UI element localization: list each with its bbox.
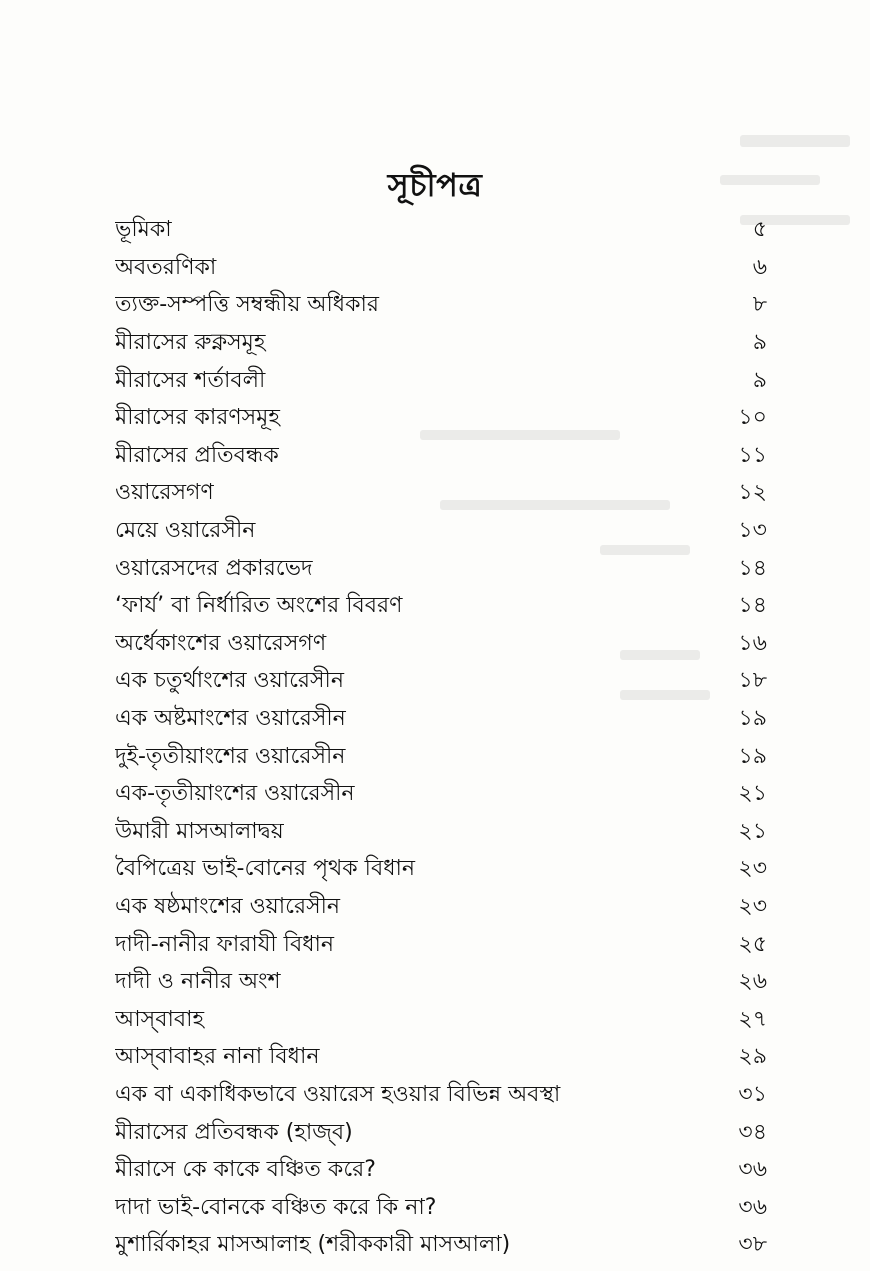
toc-entry-title: আস্‌বাবাহর নানা বিধান xyxy=(115,1044,320,1070)
toc-entry xyxy=(115,475,775,513)
toc-entry-title: অর্ধেকাংশের ওয়ারেসগণ xyxy=(115,630,327,656)
toc-entry xyxy=(115,1114,775,1152)
toc-entry-title: উমারী মাসআলাদ্বয় xyxy=(115,818,284,844)
bleed-through-mark xyxy=(740,135,850,147)
toc-entry xyxy=(115,550,775,588)
toc-entry xyxy=(115,964,775,1002)
toc-entry xyxy=(115,1152,775,1190)
toc-entry-page-number: ২৯ xyxy=(738,1044,767,1070)
toc-entry-title: ‘ফার্য’ বা নির্ধারিত অংশের বিবরণ xyxy=(115,593,403,619)
toc-entry-page-number: ৩৬ xyxy=(738,1194,767,1220)
toc-entry-page-number: ২৭ xyxy=(738,1006,767,1032)
toc-entry xyxy=(115,212,775,250)
toc-entry-title: দুই-তৃতীয়াংশের ওয়ারেসীন xyxy=(115,743,346,769)
toc-entry-page-number: ৫ xyxy=(752,217,767,243)
toc-entry-page-number: ৯ xyxy=(752,367,767,393)
toc-entry xyxy=(115,889,775,927)
toc-entry-title: ভূমিকা xyxy=(115,217,172,243)
toc-entry-page-number: ১৯ xyxy=(738,706,767,732)
toc-entry-title: এক চতুর্থাংশের ওয়ারেসীন xyxy=(115,668,344,694)
toc-entry xyxy=(115,701,775,739)
toc-entry xyxy=(115,1001,775,1039)
toc-entry xyxy=(115,362,775,400)
toc-entry-page-number: ১৪ xyxy=(738,593,767,619)
toc-entry-title: দাদা ভাই-বোনকে বঞ্চিত করে কি না? xyxy=(115,1194,437,1220)
toc-entry-title: দাদী ও নানীর অংশ xyxy=(115,969,281,995)
toc-entry-title: মেয়ে ওয়ারেসীন xyxy=(115,518,256,544)
toc-entry-page-number: ২৩ xyxy=(738,893,767,919)
toc-entry xyxy=(115,513,775,551)
toc-entry xyxy=(115,663,775,701)
toc-entry-title: অবতরণিকা xyxy=(115,254,217,280)
toc-entry-title: মুশার্রিকাহর মাসআলাহ (শরীককারী মাসআলা) xyxy=(115,1232,511,1258)
toc-entry xyxy=(115,1039,775,1077)
toc-entry-title: ত্যক্ত-সম্পত্তি সম্বন্ধীয় অধিকার xyxy=(115,292,379,318)
toc-entry-title: এক-তৃতীয়াংশের ওয়ারেসীন xyxy=(115,781,355,807)
toc-entry xyxy=(115,738,775,776)
toc-entry-title: বৈপিত্রেয় ভাই-বোনের পৃথক বিধান xyxy=(115,856,416,882)
toc-entry-page-number: ২১ xyxy=(738,818,767,844)
toc-entry-title: মীরাসে কে কাকে বঞ্চিত করে? xyxy=(115,1157,376,1183)
toc-entry xyxy=(115,588,775,626)
toc-entry-page-number: ৩৮ xyxy=(738,1232,767,1258)
toc-entry-page-number: ৩১ xyxy=(738,1081,767,1107)
toc-entry-page-number: ৯ xyxy=(752,330,767,356)
toc-entry-page-number: ১০ xyxy=(738,405,767,431)
toc-entry-title: মীরাসের শর্তাবলী xyxy=(115,367,266,393)
toc-entry-title: মীরাসের কারণসমূহ xyxy=(115,405,280,431)
toc-entry-title: মীরাসের প্রতিবন্ধক xyxy=(115,442,279,468)
toc-entry-page-number: ১৩ xyxy=(738,518,767,544)
toc-entry xyxy=(115,1077,775,1115)
toc-entry xyxy=(115,776,775,814)
toc-entry-page-number: ১১ xyxy=(738,442,767,468)
toc-entry-title: মীরাসের প্রতিবন্ধক (হাজ্‌ব) xyxy=(115,1119,353,1145)
toc-entry-page-number: ২৫ xyxy=(738,931,767,957)
toc-entry-title: আস্‌বাবাহ xyxy=(115,1006,205,1032)
toc-entry-page-number: ১৬ xyxy=(738,630,767,656)
toc-entry xyxy=(115,250,775,288)
toc-entry xyxy=(115,851,775,889)
toc-entry-title: এক বা একাধিকভাবে ওয়ারেস হওয়ার বিভিন্ন অবস্থা xyxy=(115,1081,561,1107)
toc-entry-page-number: ১৮ xyxy=(738,668,767,694)
toc-entry xyxy=(115,814,775,852)
toc-entry-title: এক ষষ্ঠমাংশের ওয়ারেসীন xyxy=(115,893,341,919)
toc-entry-page-number: ২১ xyxy=(738,781,767,807)
toc-entry-page-number: ২৩ xyxy=(738,856,767,882)
table-of-contents xyxy=(115,212,775,1265)
toc-entry-page-number: ৩৪ xyxy=(738,1119,767,1145)
toc-entry-title: ওয়ারেসদের প্রকারভেদ xyxy=(115,555,313,581)
toc-entry-page-number: ৬ xyxy=(752,254,767,280)
toc-entry xyxy=(115,400,775,438)
toc-entry xyxy=(115,325,775,363)
toc-entry-title: ওয়ারেসগণ xyxy=(115,480,214,506)
toc-entry xyxy=(115,438,775,476)
toc-entry xyxy=(115,626,775,664)
toc-entry-title: মীরাসের রুক্নসমূহ xyxy=(115,330,266,356)
toc-entry-title: দাদী-নানীর ফারাযী বিধান xyxy=(115,931,335,957)
page-title: সূচীপত্র xyxy=(387,166,483,204)
toc-entry xyxy=(115,1227,775,1265)
toc-entry xyxy=(115,1189,775,1227)
toc-entry-page-number: ১৪ xyxy=(738,555,767,581)
toc-entry xyxy=(115,287,775,325)
toc-entry-page-number: ৩৬ xyxy=(738,1157,767,1183)
toc-entry-page-number: ৮ xyxy=(752,292,767,318)
toc-entry-title: এক অষ্টমাংশের ওয়ারেসীন xyxy=(115,706,346,732)
toc-entry xyxy=(115,926,775,964)
toc-entry-page-number: ১২ xyxy=(738,480,767,506)
toc-entry-page-number: ১৯ xyxy=(738,743,767,769)
toc-entry-page-number: ২৬ xyxy=(738,969,767,995)
